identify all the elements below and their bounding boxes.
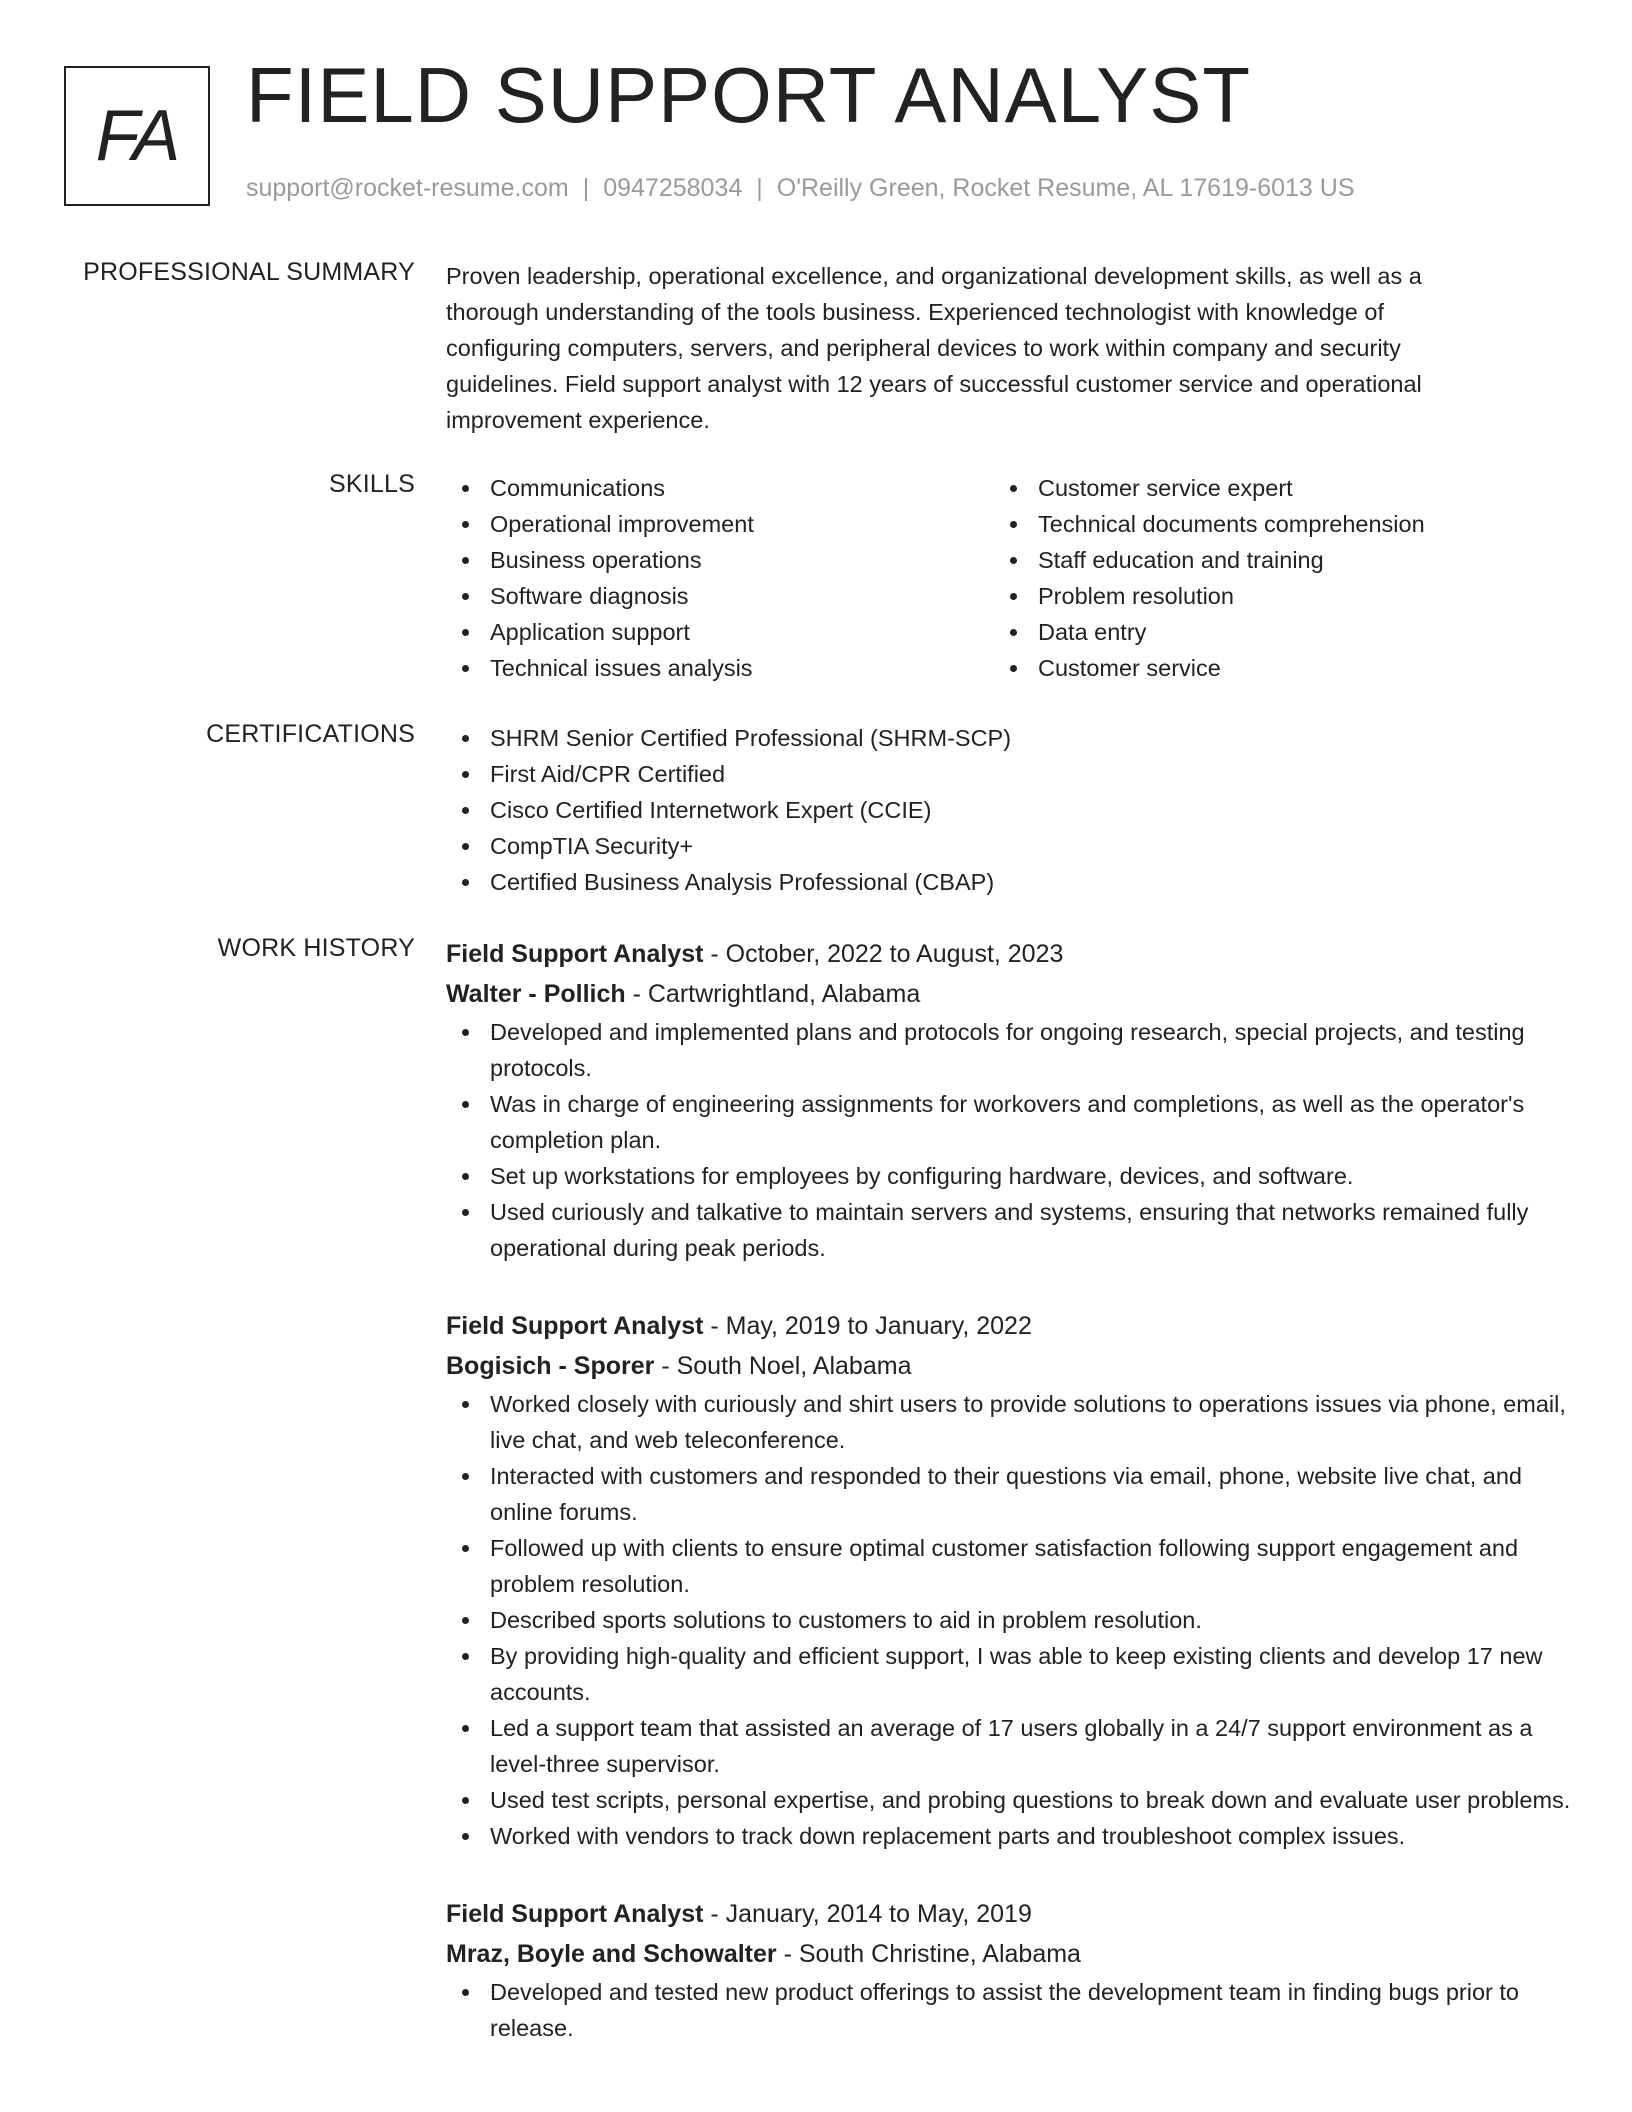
job-entry <box>446 934 1574 1266</box>
contact-separator: | <box>756 174 763 202</box>
job-dates: - May, 2019 to January, 2022 <box>703 1312 1032 1340</box>
monogram-badge <box>64 66 210 206</box>
job-bullet: Used curiously and talkative to maintain servers and systems, ensuring that networks remained fully operational during peak periods. <box>446 1194 1574 1266</box>
certifications-body <box>446 720 1566 900</box>
job-bullet: Led a support team that assisted an average of 17 users globally in a 24/7 support environment as a level-three supervisor. <box>446 1710 1574 1782</box>
section-label-summary: PROFESSIONAL SUMMARY <box>83 258 415 286</box>
section-label-certifications: CERTIFICATIONS <box>206 720 415 748</box>
section-label-work-history: WORK HISTORY <box>217 934 415 962</box>
certification-item: CompTIA Security+ <box>446 828 1566 864</box>
skill-item: Software diagnosis <box>446 578 994 614</box>
contact-phone[interactable]: 0947258034 <box>603 174 743 202</box>
skill-item: Data entry <box>994 614 1542 650</box>
skill-item: Operational improvement <box>446 506 994 542</box>
job-dates: - October, 2022 to August, 2023 <box>703 940 1064 968</box>
certification-item: First Aid/CPR Certified <box>446 756 1566 792</box>
certifications-list <box>446 720 1566 900</box>
job-company-line <box>446 1346 1574 1386</box>
contact-email[interactable]: support@rocket-resume.com <box>246 174 569 202</box>
job-bullet: Described sports solutions to customers to aid in problem resolution. <box>446 1602 1574 1638</box>
skill-item: Customer service expert <box>994 470 1542 506</box>
job-entry <box>446 1306 1574 1854</box>
certification-item: SHRM Senior Certified Professional (SHRM-SCP) <box>446 720 1566 756</box>
skill-item: Technical documents comprehension <box>994 506 1542 542</box>
job-company-line <box>446 974 1574 1014</box>
job-title-line <box>446 934 1574 974</box>
job-location: - South Noel, Alabama <box>654 1352 912 1380</box>
summary-body <box>446 258 1496 438</box>
job-bullet: Used test scripts, personal expertise, and probing questions to break down and evaluate user problems. <box>446 1782 1574 1818</box>
summary-text: Proven leadership, operational excellence, and organizational development skills, as well as a thorough understanding of the tools business. Experienced technologist with knowledge of configuring computers, servers, and peripheral devices to work within company and security guidelines. Field support analyst with 12 years of successful customer service and operational improvement experience. <box>446 263 1422 433</box>
section-label-skills: SKILLS <box>329 470 415 498</box>
skills-list-right <box>994 470 1542 686</box>
job-location: - Cartwrightland, Alabama <box>625 980 921 1008</box>
job-bullet: Followed up with clients to ensure optimal customer satisfaction following support engagement and problem resolution. <box>446 1530 1574 1602</box>
skill-item: Technical issues analysis <box>446 650 994 686</box>
skill-item: Problem resolution <box>994 578 1542 614</box>
job-entry <box>446 1894 1574 2046</box>
job-title: Field Support Analyst <box>446 940 704 968</box>
skill-item: Customer service <box>994 650 1542 686</box>
skill-item: Application support <box>446 614 994 650</box>
job-title-line <box>446 1894 1574 1934</box>
job-company: Mraz, Boyle and Schowalter <box>446 1940 777 1968</box>
job-bullet: Set up workstations for employees by configuring hardware, devices, and software. <box>446 1158 1574 1194</box>
job-bullet: Interacted with customers and responded to their questions via email, phone, website live chat, and online forums. <box>446 1458 1574 1530</box>
job-title-line <box>446 1306 1574 1346</box>
job-bullets <box>446 1014 1574 1266</box>
job-company: Walter - Pollich <box>446 980 626 1008</box>
skills-list-left <box>446 470 994 686</box>
job-bullets <box>446 1974 1574 2046</box>
contact-separator: | <box>582 174 590 202</box>
job-bullets <box>446 1386 1574 1854</box>
certification-item: Cisco Certified Internetwork Expert (CCIE) <box>446 792 1566 828</box>
job-company: Bogisich - Sporer <box>446 1352 655 1380</box>
job-bullet: Developed and implemented plans and protocols for ongoing research, special projects, and testing protocols. <box>446 1014 1574 1086</box>
monogram-text: FA <box>95 96 179 176</box>
certification-item: Certified Business Analysis Professional (CBAP) <box>446 864 1566 900</box>
work-history-body <box>446 934 1574 2086</box>
skills-body <box>446 470 1566 686</box>
contact-address: O'Reilly Green, Rocket Resume, AL 17619-6013 US <box>776 174 1355 202</box>
job-bullet: Developed and tested new product offerings to assist the development team in finding bugs prior to release. <box>446 1974 1574 2046</box>
job-title: Field Support Analyst <box>446 1312 704 1340</box>
job-bullet: Worked closely with curiously and shirt users to provide solutions to operations issues via phone, email, live chat, and web teleconference. <box>446 1386 1574 1458</box>
skill-item: Staff education and training <box>994 542 1542 578</box>
job-dates: - January, 2014 to May, 2019 <box>703 1900 1032 1928</box>
job-bullet: Was in charge of engineering assignments for workovers and completions, as well as the operator's completion plan. <box>446 1086 1574 1158</box>
job-bullet: Worked with vendors to track down replacement parts and troubleshoot complex issues. <box>446 1818 1574 1854</box>
contact-line <box>246 174 1355 203</box>
job-title: Field Support Analyst <box>446 1900 704 1928</box>
skill-item: Business operations <box>446 542 994 578</box>
job-location: - South Christine, Alabama <box>776 1940 1081 1968</box>
job-company-line <box>446 1934 1574 1974</box>
skill-item: Communications <box>446 470 994 506</box>
resume-title: FIELD SUPPORT ANALYST <box>246 51 1251 139</box>
job-bullet: By providing high-quality and efficient support, I was able to keep existing clients and develop 17 new accounts. <box>446 1638 1574 1710</box>
